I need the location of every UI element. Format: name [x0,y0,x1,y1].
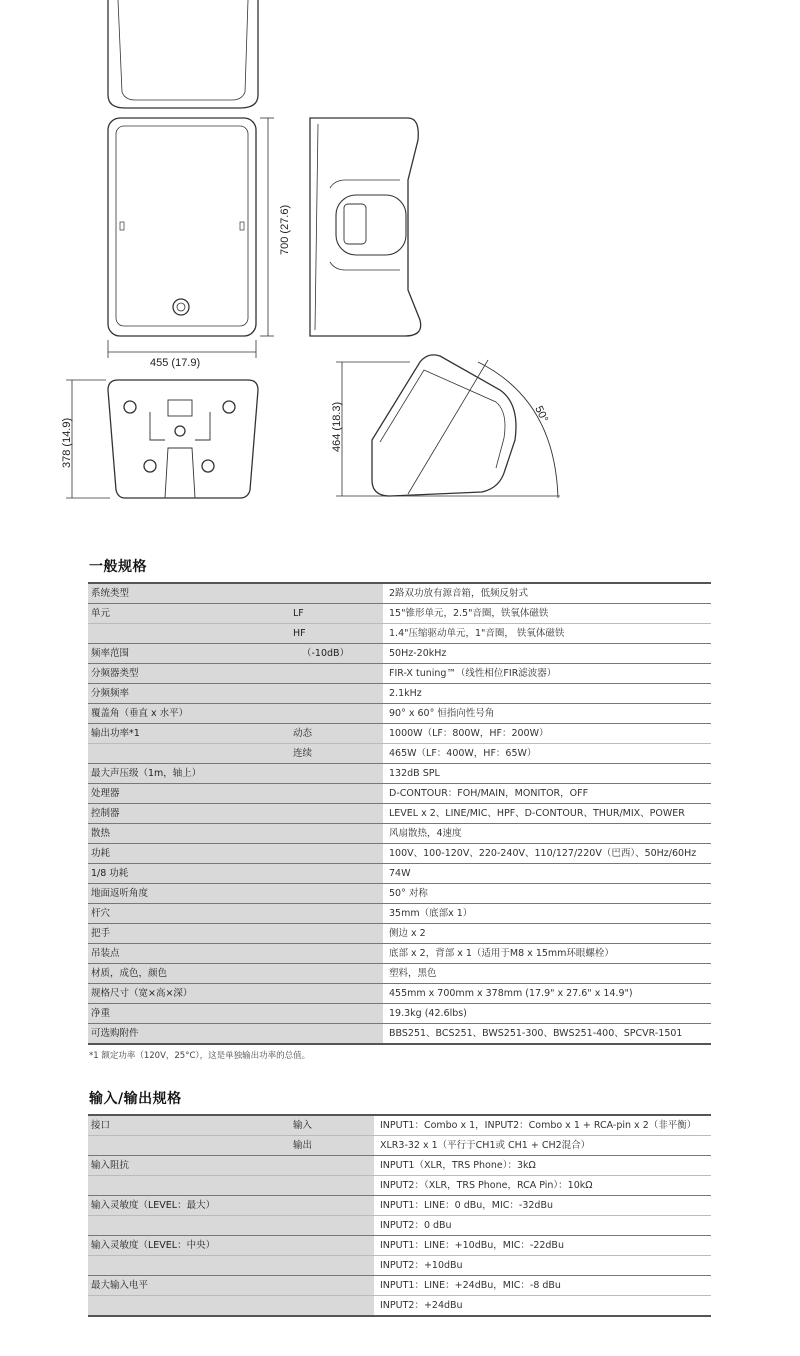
spec-label [88,1256,290,1276]
spec-value: 132dB SPL [383,764,711,784]
io-spec-title: 输入/输出规格 [89,1091,182,1107]
spec-sublabel: 输出 [290,1136,374,1156]
spec-row [88,984,711,1004]
spec-sublabel [290,764,383,784]
spec-row [88,844,711,864]
spec-row [88,604,711,624]
spec-label: 1/8 功耗 [88,864,290,884]
dimension-drawings [0,0,800,510]
spec-value: FIR-X tuning™（线性相位FIR滤波器） [383,664,711,684]
tilted-height-dimension: 464 (18.3) [331,401,343,452]
spec-value: INPUT1：LINE：+10dBu，MIC：-22dBu [374,1236,711,1256]
spec-row [88,1276,711,1296]
spec-value: XLR3-32 x 1（平行于CH1或 CH1 + CH2混合） [374,1136,711,1156]
spec-row [88,664,711,684]
spec-sublabel [290,704,383,724]
spec-label: 输入灵敏度（LEVEL：中央） [88,1236,290,1256]
spec-row [88,1176,711,1196]
spec-value: D-CONTOUR：FOH/MAIN，MONITOR，OFF [383,784,711,804]
spec-value: 侧边 x 2 [383,924,711,944]
spec-sublabel [290,1176,374,1196]
spec-sublabel [290,964,383,984]
spec-value: INPUT2：0 dBu [374,1216,711,1236]
angle-label: 50° [532,404,551,425]
top-view-outline [108,0,258,108]
spec-label: 地面返听角度 [88,884,290,904]
spec-sublabel [290,824,383,844]
spec-value: 底部 x 2，背部 x 1（适用于M8 x 15mm环眼螺栓） [383,944,711,964]
spec-label: 分频频率 [88,684,290,704]
spec-value: INPUT2：+24dBu [374,1296,711,1317]
spec-sublabel [290,984,383,1004]
spec-row [88,1115,711,1136]
spec-label: 最大输入电平 [88,1276,290,1296]
spec-row [88,724,711,744]
spec-label: 分频器类型 [88,664,290,684]
spec-row [88,784,711,804]
spec-sublabel [290,864,383,884]
spec-label: 规格尺寸（宽×高×深） [88,984,290,1004]
spec-label: 单元 [88,604,290,624]
spec-sublabel [290,1024,383,1045]
spec-row [88,764,711,784]
spec-label: 把手 [88,924,290,944]
width-dimension: 455 (17.9) [150,357,201,369]
spec-sublabel [290,784,383,804]
spec-value: 455mm x 700mm x 378mm (17.9" x 27.6" x 14.9") [383,984,711,1004]
io-spec-table [88,1114,711,1317]
spec-label: 接口 [88,1115,290,1136]
spec-label: 最大声压级（1m，轴上） [88,764,290,784]
spec-sublabel: 连续 [290,744,383,764]
spec-value: 100V、100-120V、220-240V、110/127/220V（巴西）、50Hz/60Hz [383,844,711,864]
spec-sublabel [290,924,383,944]
spec-sublabel: 动态 [290,724,383,744]
spec-sublabel [290,884,383,904]
spec-value: LEVEL x 2、LINE/MIC、HPF、D-CONTOUR、THUR/MIX、POWER [383,804,711,824]
spec-label [88,1216,290,1236]
spec-label: 覆盖角（垂直 x 水平） [88,704,290,724]
spec-value: INPUT2：+10dBu [374,1256,711,1276]
general-spec-table [88,582,711,1045]
spec-row [88,704,711,724]
spec-label: 控制器 [88,804,290,824]
spec-sublabel: 输入 [290,1115,374,1136]
spec-row [88,1216,711,1236]
spec-label [88,1296,290,1317]
spec-value: 风扇散热，4速度 [383,824,711,844]
spec-row [88,864,711,884]
spec-row [88,583,711,604]
spec-sublabel [290,1256,374,1276]
spec-sublabel [290,904,383,924]
spec-value: 1000W（LF：800W，HF：200W） [383,724,711,744]
spec-row [88,884,711,904]
spec-row [88,1156,711,1176]
angle-arc [478,362,558,498]
spec-value: 19.3kg (42.6lbs) [383,1004,711,1024]
spec-sublabel [290,1296,374,1317]
spec-value: 50° 对称 [383,884,711,904]
spec-label: 处理器 [88,784,290,804]
spec-row [88,1004,711,1024]
spec-sublabel [290,1276,374,1296]
spec-row [88,964,711,984]
spec-row [88,1256,711,1276]
spec-sublabel: HF [290,624,383,644]
spec-row [88,924,711,944]
spec-label: 输入灵敏度（LEVEL：最大） [88,1196,290,1216]
side-view-outline [310,118,421,336]
spec-row [88,1136,711,1156]
spec-row [88,1296,711,1317]
spec-value: 15"锥形单元，2.5"音圈，铁氧体磁铁 [383,604,711,624]
spec-sublabel [290,664,383,684]
spec-row [88,624,711,644]
spec-sublabel [290,944,383,964]
spec-value: BBS251、BCS251、BWS251-300、BWS251-400、SPCVR-1501 [383,1024,711,1045]
spec-value: 1.4"压缩驱动单元，1"音圈， 铁氧体磁铁 [383,624,711,644]
spec-sublabel [290,583,383,604]
spec-row [88,904,711,924]
spec-row [88,684,711,704]
spec-label: 频率范围 [88,644,290,664]
spec-sublabel [290,1236,374,1256]
spec-row [88,744,711,764]
spec-row [88,1196,711,1216]
spec-value: 2.1kHz [383,684,711,704]
height-dimension: 700 (27.6) [279,204,291,255]
spec-value: INPUT1：LINE：0 dBu，MIC：-32dBu [374,1196,711,1216]
spec-label [88,744,290,764]
spec-row [88,1236,711,1256]
spec-sublabel [290,1216,374,1236]
spec-sublabel [290,684,383,704]
spec-label: 散热 [88,824,290,844]
spec-value: INPUT1（XLR，TRS Phone）：3kΩ [374,1156,711,1176]
spec-row [88,1024,711,1045]
bottom-view-outline [108,380,258,498]
spec-value: INPUT1：LINE：+24dBu，MIC：-8 dBu [374,1276,711,1296]
spec-value: 50Hz-20kHz [383,644,711,664]
spec-label: 材质，成色，颜色 [88,964,290,984]
spec-value: 90° x 60° 恒指向性号角 [383,704,711,724]
spec-value: 塑料，黑色 [383,964,711,984]
spec-value: INPUT2：（XLR，TRS Phone，RCA Pin）：10kΩ [374,1176,711,1196]
spec-sublabel [290,1196,374,1216]
spec-label: 功耗 [88,844,290,864]
spec-row [88,644,711,664]
spec-label: 吊装点 [88,944,290,964]
spec-value: INPUT1：Combo x 1，INPUT2：Combo x 1 + RCA-pin x 2（非平衡） [374,1115,711,1136]
spec-sublabel [290,1156,374,1176]
spec-row [88,944,711,964]
spec-row [88,824,711,844]
spec-value: 2路双功放有源音箱，低频反射式 [383,583,711,604]
spec-label: 可选购附件 [88,1024,290,1045]
spec-label: 输入阻抗 [88,1156,290,1176]
depth-dimension: 378 (14.9) [61,417,73,468]
spec-row [88,804,711,824]
spec-sublabel [290,804,383,824]
footnote: *1 额定功率（120V，25°C），这是单独输出功率的总值。 [89,1051,311,1061]
general-spec-title: 一般规格 [89,559,147,575]
tilted-view-outline [372,355,516,496]
spec-value: 35mm（底部x 1） [383,904,711,924]
spec-label: 杆穴 [88,904,290,924]
spec-label [88,1176,290,1196]
spec-value: 465W（LF：400W，HF：65W） [383,744,711,764]
spec-label: 输出功率*1 [88,724,290,744]
spec-label [88,624,290,644]
spec-sublabel: （-10dB） [290,644,383,664]
spec-sublabel [290,1004,383,1024]
front-connector [173,299,189,315]
spec-label: 系统类型 [88,583,290,604]
spec-sublabel: LF [290,604,383,624]
spec-label: 净重 [88,1004,290,1024]
spec-label [88,1136,290,1156]
spec-value: 74W [383,864,711,884]
spec-sublabel [290,844,383,864]
